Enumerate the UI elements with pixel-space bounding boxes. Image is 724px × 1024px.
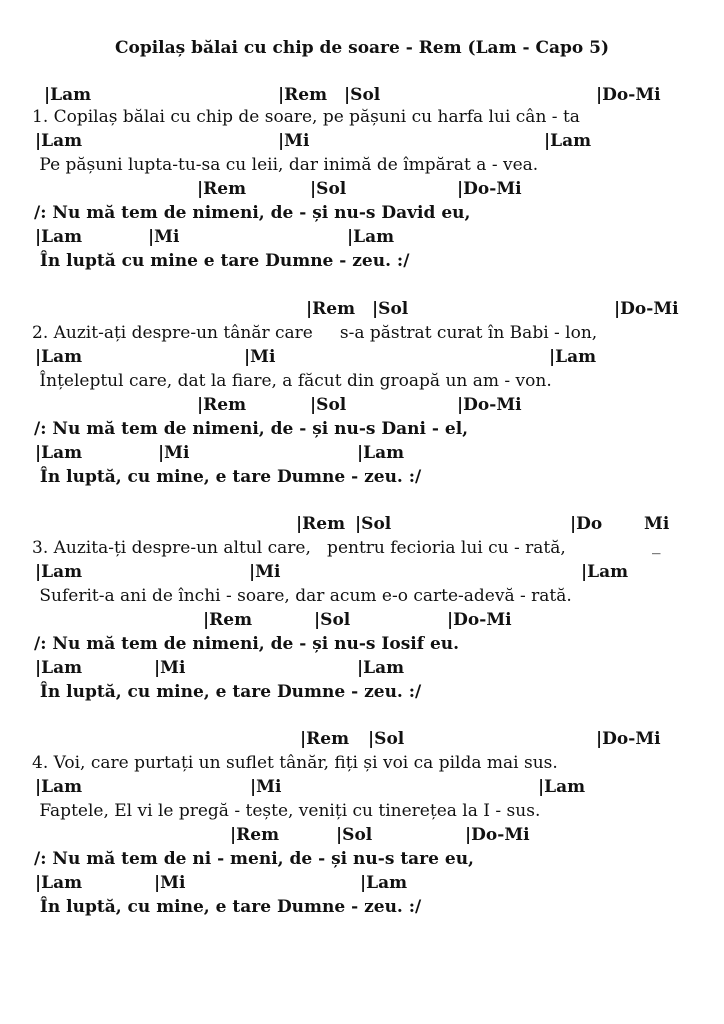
chord: |Rem — [203, 610, 253, 630]
chord: |Mi — [154, 658, 186, 678]
chord: |Lam — [44, 85, 92, 105]
chord: |Sol — [314, 610, 351, 630]
chord: |Lam — [544, 131, 592, 151]
chord: |Do-Mi — [457, 179, 522, 199]
lyric-line: 1. Copilaș bălai cu chip de soare, pe pășuni cu harfa lui cân - ta — [32, 107, 580, 127]
chord: |Lam — [538, 777, 586, 797]
chord: |Do-Mi — [465, 825, 530, 845]
chord: |Lam — [360, 873, 408, 893]
lyric-line: Înțeleptul care, dat la fiare, a făcut din groapă un am - von. — [34, 371, 552, 391]
chord: |Do-Mi — [596, 729, 661, 749]
chord: |Do-Mi — [596, 85, 661, 105]
chord: |Rem — [230, 825, 280, 845]
chord: |Lam — [357, 443, 405, 463]
underscore-mark: _ — [652, 535, 661, 555]
chord: |Rem — [278, 85, 328, 105]
chord: |Mi — [249, 562, 281, 582]
refrain-line: În luptă cu mine e tare Dumne - zeu. :/ — [34, 251, 410, 271]
lyric-line: Pe pășuni lupta-tu-sa cu leii, dar inimă de împărat a - vea. — [34, 155, 539, 175]
lyric-line: 4. Voi, care purtați un suflet tânăr, fiți și voi ca pilda mai sus. — [32, 753, 558, 773]
chord: |Rem — [197, 179, 247, 199]
chord: |Rem — [306, 299, 356, 319]
chord: |Sol — [344, 85, 381, 105]
refrain-line: /: Nu mă tem de ni - meni, de - și nu-s tare eu, — [34, 849, 474, 869]
chord: |Lam — [35, 562, 83, 582]
chord: |Rem — [197, 395, 247, 415]
refrain-line: /: Nu mă tem de nimeni, de - și nu-s Iosif eu. — [34, 634, 460, 654]
refrain-line: În luptă, cu mine, e tare Dumne - zeu. :/ — [34, 897, 422, 917]
chord: |Lam — [35, 658, 83, 678]
chord: |Mi — [158, 443, 190, 463]
chord: |Lam — [35, 873, 83, 893]
chord: |Mi — [154, 873, 186, 893]
chord: |Sol — [372, 299, 409, 319]
chord: |Lam — [549, 347, 597, 367]
refrain-line: /: Nu mă tem de nimeni, de - și nu-s Dani - el, — [34, 419, 469, 439]
chord: |Lam — [35, 131, 83, 151]
chord: |Sol — [355, 514, 392, 534]
chord: |Lam — [35, 443, 83, 463]
song-title: Copilaș bălai cu chip de soare - Rem (Lam - Capo 5) — [114, 38, 610, 58]
chord: |Do-Mi — [447, 610, 512, 630]
chord: |Lam — [35, 227, 83, 247]
refrain-line: În luptă, cu mine, e tare Dumne - zeu. :/ — [34, 467, 422, 487]
chord: |Mi — [278, 131, 310, 151]
lyric-line: Faptele, El vi le pregă - tește, veniți cu tinerețea la I - sus. — [34, 801, 541, 821]
chord: |Mi — [250, 777, 282, 797]
chord: |Do-Mi — [457, 395, 522, 415]
chord: |Mi — [148, 227, 180, 247]
chord: |Lam — [581, 562, 629, 582]
lyric-line: Suferit-a ani de închi - soare, dar acum e-o carte-adevă - rată. — [34, 586, 572, 606]
chord: |Lam — [35, 347, 83, 367]
chord: |Sol — [310, 395, 347, 415]
chord: |Mi — [244, 347, 276, 367]
chord: |Rem — [296, 514, 346, 534]
chord: |Lam — [357, 658, 405, 678]
chord: |Do — [570, 514, 603, 534]
chord: |Sol — [368, 729, 405, 749]
chord: |Lam — [347, 227, 395, 247]
chord: Mi — [644, 514, 670, 534]
refrain-line: /: Nu mă tem de nimeni, de - și nu-s David eu, — [34, 203, 471, 223]
lyric-line: 2. Auzit-ați despre-un tânăr care s-a păstrat curat în Babi - lon, — [32, 323, 598, 343]
chord: |Do-Mi — [614, 299, 679, 319]
chord: |Sol — [310, 179, 347, 199]
chord: |Lam — [35, 777, 83, 797]
refrain-line: În luptă, cu mine, e tare Dumne - zeu. :/ — [34, 682, 422, 702]
lyric-line: 3. Auzita-ți despre-un altul care, pentru fecioria lui cu - rată, — [32, 538, 566, 558]
chord: |Sol — [336, 825, 373, 845]
chord: |Rem — [300, 729, 350, 749]
